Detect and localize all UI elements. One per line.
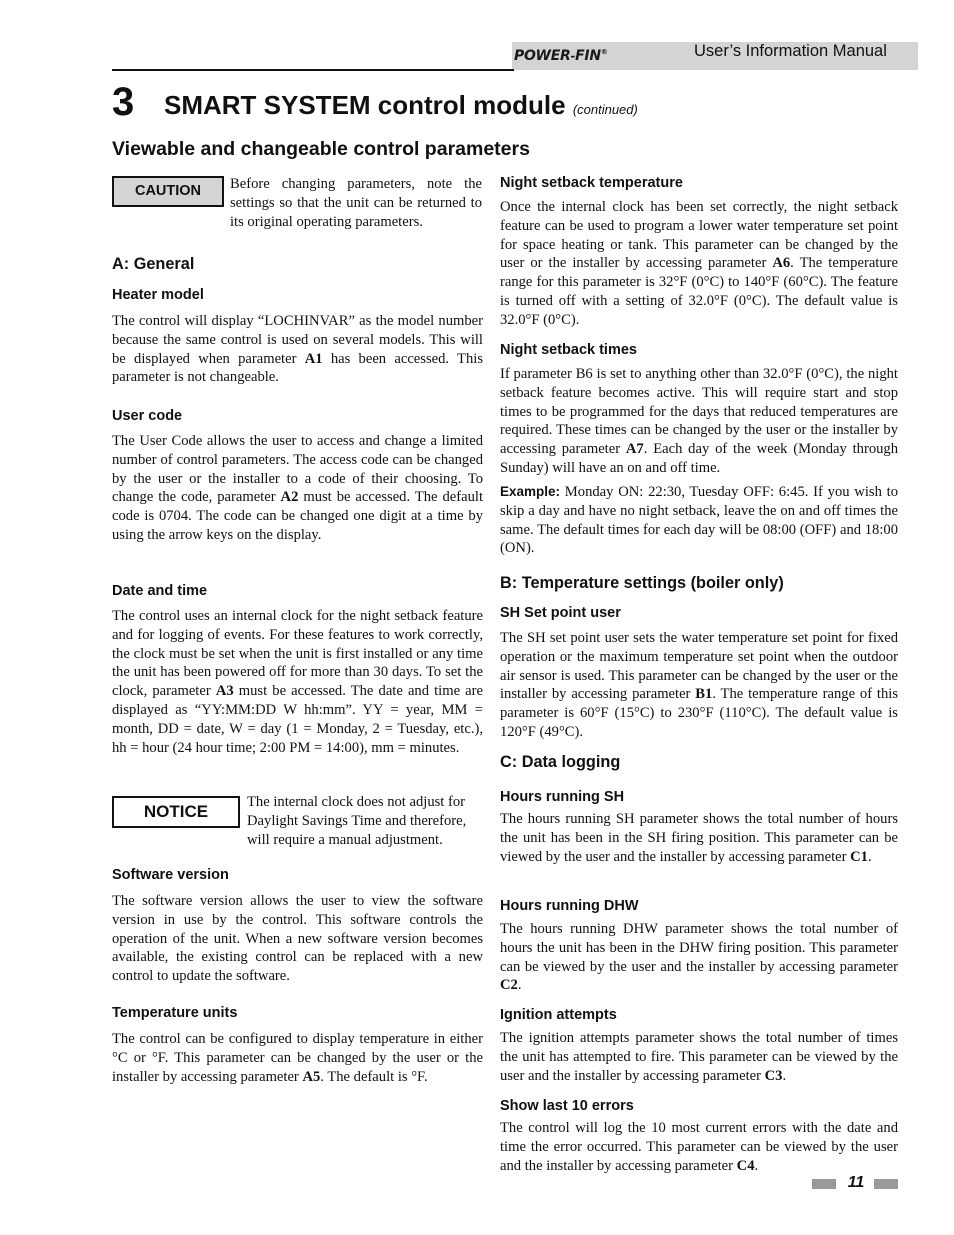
night-setback-times-text-post: . Each day of the week (Monday through Sunday) will have an on and off time. <box>500 441 899 476</box>
night-setback-times-param: A7 <box>625 441 644 458</box>
errors-text <box>500 1119 898 1175</box>
sh-set-point-param: B1 <box>695 686 713 703</box>
date-time-text <box>112 607 483 757</box>
night-setback-times-title: Night setback times <box>500 342 637 358</box>
example-text: Monday ON: 22:30, Tuesday OFF: 6:45. If you wish to skip a day and have no night setback, leave the on and off times the same. The default times for each day will be 08:00 (OFF) and 18:00 (ON). <box>500 484 898 557</box>
brand-logo-part2: FIN <box>575 48 601 64</box>
hours-sh-param: C1 <box>850 848 868 865</box>
user-code-text-post: must be accessed. The default code is 0704. The code can be changed one digit at a time by using the arrow keys on the display. <box>112 489 483 543</box>
temperature-units-text <box>112 1030 483 1086</box>
chapter-title-text: SMART SYSTEM control module <box>164 90 566 120</box>
hours-dhw-title: Hours running DHW <box>500 898 639 914</box>
errors-text-pre: The control will log the 10 most current errors with the date and time the error occurred. This parameter can be viewed by the user and the installer by accessing parameter <box>500 1120 898 1174</box>
header-rule <box>112 69 514 71</box>
brand-logo <box>514 48 607 64</box>
hours-sh-title: Hours running SH <box>500 789 625 805</box>
night-setback-temp-title: Night setback temperature <box>500 175 683 191</box>
hours-dhw-text <box>500 920 898 995</box>
data-logging-heading: C: Data logging <box>500 753 621 771</box>
ignition-text-pre: The ignition attempts parameter shows the total number of times the unit has attempted to fire. This parameter can be viewed by the user and the installer by accessing parameter <box>500 1030 898 1084</box>
caution-badge: CAUTION <box>112 176 224 207</box>
heater-model-text <box>112 312 483 387</box>
hours-sh-text <box>500 810 898 866</box>
heater-model-text-post: has been accessed. This parameter is not changeable. <box>112 350 483 386</box>
temperature-units-param: A5 <box>302 1068 321 1085</box>
heater-model-title: Heater model <box>112 287 204 303</box>
hours-sh-text-post: . <box>867 848 872 865</box>
caution-text: Before changing parameters, note the settings so that the unit can be returned to its original operating parameters. <box>230 176 482 230</box>
temp-settings-heading: B: Temperature settings (boiler only) <box>500 574 784 592</box>
page-number-block <box>812 1176 900 1196</box>
date-time-title: Date and time <box>112 583 208 599</box>
night-setback-temp-text-post: . The temperature range for this parameter is 32°F (0°C) to 140°F (60°C). The feature is turned off with a setting of 32.0°F (0°C). The default value is 32.0°F (0°C). <box>500 255 898 328</box>
date-time-param: A3 <box>215 683 234 700</box>
hours-dhw-text-pre: The hours running DHW parameter shows the total number of hours the unit has been in the DHW firing position. This parameter can be viewed by the user and the installer by accessing parameter <box>500 921 898 975</box>
temperature-units-title: Temperature units <box>112 1005 238 1021</box>
user-code-title: User code <box>112 408 183 424</box>
hours-sh-text-pre: The hours running SH parameter shows the total number of hours the unit has been in the SH firing position. This parameter can be viewed by the user and the installer by accessing parameter <box>500 811 898 865</box>
user-code-text <box>112 432 483 545</box>
night-setback-temp-text-pre: Once the internal clock has been set correctly, the night setback feature can be used to program a lower water temperature set point for space heating or tank. This parameter can be changed by the user or the installer by accessing parameter <box>500 199 898 272</box>
date-time-text-post: must be accessed. The date and time are displayed as “YY:MM:DD W hh:mm”. YY = year, MM = month, DD = date, W = day (1 = Monday, 2 = Tuesday, etc.), hh = hour (24 hour time; 2:00 PM = 14:00), mm = minutes. <box>112 683 483 756</box>
heater-model-text-pre: The control will display “LOCHINVAR” as the model number because the same control is used on several models. This will be displayed when parameter <box>112 313 483 367</box>
date-time-text-pre: The control uses an internal clock for the night setback feature and for logging of events. For these features to work correctly, the clock must be set when the unit is first installed or any time the unit has been powered off for more than 30 days. To set the clock, parameter <box>112 608 483 700</box>
general-heading: A: General <box>112 255 195 273</box>
night-setback-temp-text <box>500 198 898 330</box>
chapter-title <box>164 89 638 126</box>
manual-title: User’s Information Manual <box>694 42 887 60</box>
user-code-text-pre: The User Code allows the user to access and change a limited number of control parameters. The access code can be changed by the user or the installer to a code of their choosing. To change the code, parameter <box>112 433 483 506</box>
chapter-number: 3 <box>112 80 135 124</box>
page-bar-left <box>812 1179 836 1189</box>
page-bar-right <box>874 1179 898 1189</box>
ignition-param: C3 <box>764 1067 783 1084</box>
ignition-text <box>500 1029 898 1085</box>
hours-dhw-text-post: . <box>517 977 522 994</box>
sh-set-point-text-pre: The SH set point user sets the water temperature set point for fixed operation or the maximum temperature set point when the outdoor air sensor is used. This parameter can be changed by the user or the installer by accessing parameter <box>500 630 898 703</box>
software-version-title: Software version <box>112 867 229 883</box>
errors-text-post: . <box>754 1157 759 1174</box>
ignition-title: Ignition attempts <box>500 1007 617 1023</box>
night-setback-example <box>500 483 898 558</box>
user-code-param: A2 <box>280 489 299 506</box>
brand-logo-part1: POWER <box>514 48 571 64</box>
errors-param: C4 <box>736 1157 755 1174</box>
errors-title: Show last 10 errors <box>500 1098 634 1114</box>
page-number: 11 <box>847 1174 865 1191</box>
heater-model-param: A1 <box>304 350 323 367</box>
sh-set-point-title: SH Set point user <box>500 605 621 621</box>
night-setback-temp-param: A6 <box>772 255 791 272</box>
ignition-text-post: . <box>782 1067 787 1084</box>
example-label: Example: <box>500 484 561 499</box>
night-setback-times-text-pre: If parameter B6 is set to anything other than 32.0°F (0°C), the night setback feature becomes active. This will require start and stop times to be programmed for the days that reduced temperatures are required. These times can be changed by the user or the installer by accessing parameter <box>500 366 898 458</box>
temperature-units-text-pre: The control can be configured to display temperature in either °C or °F. This parameter can be changed by the user or the installer by accessing parameter <box>112 1031 483 1085</box>
brand-logo-dash: - <box>570 49 576 63</box>
brand-logo-reg: ® <box>600 48 608 56</box>
notice-text: The internal clock does not adjust for Daylight Savings Time and therefore, will require a manual adjustment. <box>247 794 467 848</box>
night-setback-times-text <box>500 365 898 478</box>
software-version-text: The software version allows the user to view the software version in use by the control. This software controls the operation of the unit. When a new software version becomes available, the existing control can be replaced with a new control to update the software. <box>112 893 483 985</box>
notice-badge: NOTICE <box>112 796 240 828</box>
chapter-continued: (continued) <box>572 102 638 117</box>
hours-dhw-param: C2 <box>500 977 518 994</box>
section-title: Viewable and changeable control parameters <box>112 138 530 160</box>
temperature-units-text-post: . The default is °F. <box>320 1068 428 1085</box>
sh-set-point-text <box>500 629 898 742</box>
sh-set-point-text-post: . The temperature range of this parameter is 60°F (15°C) to 230°F (110°C). The default value is 120°F (49°C). <box>500 686 898 740</box>
